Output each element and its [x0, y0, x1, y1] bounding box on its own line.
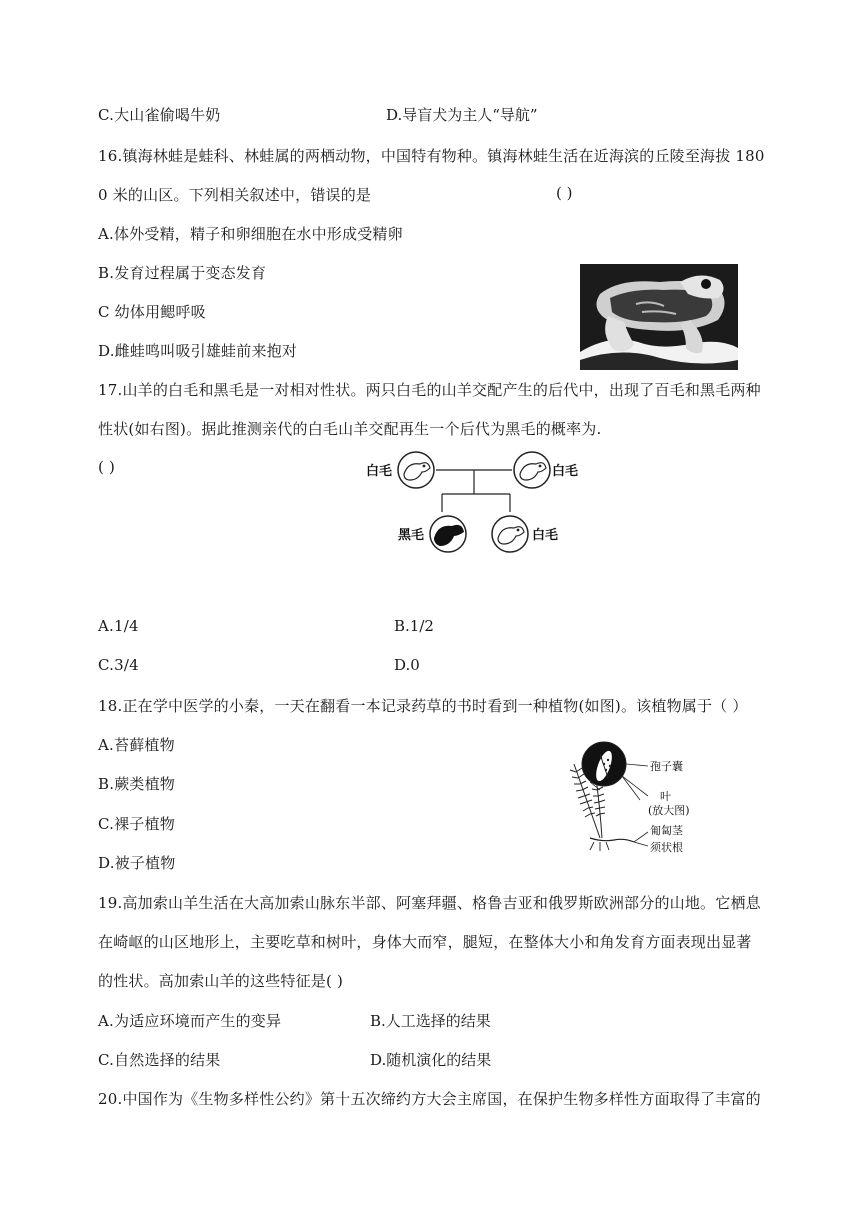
q17-answer-bracket: ( ): [98, 458, 116, 476]
q18-stem-line1: 18.正在学中医学的小秦，一天在翻看一本记录药草的书时看到一种植物(如图)。该植物属于（ ）: [98, 697, 748, 715]
label-child-left: 黑毛: [398, 528, 425, 543]
roots-lines: [590, 842, 609, 851]
label-magnified: (放大图): [648, 804, 690, 817]
q17-stem-line1: 17.山羊的白毛和黑毛是一对相对性状。两只白毛的山羊交配产生的后代中，出现了百毛和黑毛两种: [98, 381, 761, 399]
frog-photo: [580, 264, 738, 370]
goat-pedigree-figure: [360, 442, 580, 562]
fern-figure: [560, 738, 710, 858]
rhizome-line: [590, 838, 634, 842]
q16-option-c: C 幼体用鳃呼吸: [98, 303, 206, 321]
q16-option-d: D.雌蛙鸣叫吸引雄蛙前来抱对: [98, 342, 298, 360]
q18-option-c: C.裸子植物: [98, 815, 175, 833]
q19-stem-line2: 在崎岖的山区地形上，主要吃草和树叶，身体大而窄，腿短，在整体大小和角发育方面表现出显著: [98, 933, 752, 951]
parent-right-goat-icon: [514, 452, 550, 488]
label-child-right: 白毛: [532, 528, 559, 543]
q16-option-a: A.体外受精，精子和卵细胞在水中形成受精卵: [98, 225, 403, 243]
q19-option-d: D.随机演化的结果: [370, 1051, 492, 1069]
parent-left-goat-icon: [398, 452, 434, 488]
q17-option-c: C.3/4: [98, 656, 139, 674]
q19-option-a: A.为适应环境而产生的变异: [98, 1012, 282, 1030]
q17-stem-line2: 性状(如右图)。据此推测亲代的白毛山羊交配再生一个后代为黑毛的概率为.: [98, 420, 602, 438]
label-parent-left: 白毛: [366, 464, 393, 479]
label-creeping-stem: 匍匐茎: [650, 824, 683, 837]
label-sporangium: 孢子囊: [650, 760, 683, 773]
child-left-black-goat-icon: [430, 516, 466, 552]
q17-option-b: B.1/2: [394, 617, 434, 635]
child-right-goat-icon: [492, 516, 528, 552]
q15-option-d: D.导盲犬为主人“导航”: [386, 106, 538, 124]
q19-stem-line1: 19.高加索山羊生活在大高加索山脉东半部、阿塞拜疆、格鲁吉亚和俄罗斯欧洲部分的山地。它栖息: [98, 894, 761, 912]
q18-option-a: A.苔藓植物: [98, 736, 175, 754]
fern-frond-right: [591, 778, 605, 838]
q15-option-c: C.大山雀偷喝牛奶: [98, 106, 221, 124]
q19-option-b: B.人工选择的结果: [370, 1012, 491, 1030]
q19-stem-line3: 的性状。高加索山羊的这些特征是( ): [98, 972, 344, 990]
q16-stem-line2: 0 米的山区。下列相关叙述中，错误的是: [98, 186, 372, 204]
q20-stem-line1: 20.中国作为《生物多样性公约》第十五次缔约方大会主席国，在保护生物多样性方面取得了丰富的: [98, 1090, 761, 1108]
label-leaf: 叶: [660, 790, 671, 803]
magnified-leaf-circle: [582, 742, 626, 786]
q17-option-d: D.0: [394, 656, 420, 674]
q16-stem-line1: 16.镇海林蛙是蛙科、林蛙属的两栖动物，中国特有物种。镇海林蛙生活在近海滨的丘陵至海拔 180: [98, 147, 765, 165]
q19-option-c: C.自然选择的结果: [98, 1051, 221, 1069]
label-fibrous-root: 须状根: [650, 841, 683, 854]
q16-answer-bracket: ( ): [556, 184, 573, 202]
q16-option-b: B.发育过程属于变态发育: [98, 264, 267, 282]
label-parent-right: 白毛: [552, 464, 579, 479]
q18-option-b: B.蕨类植物: [98, 775, 175, 793]
q18-option-d: D.被子植物: [98, 854, 176, 872]
q17-option-a: A.1/4: [98, 617, 139, 635]
